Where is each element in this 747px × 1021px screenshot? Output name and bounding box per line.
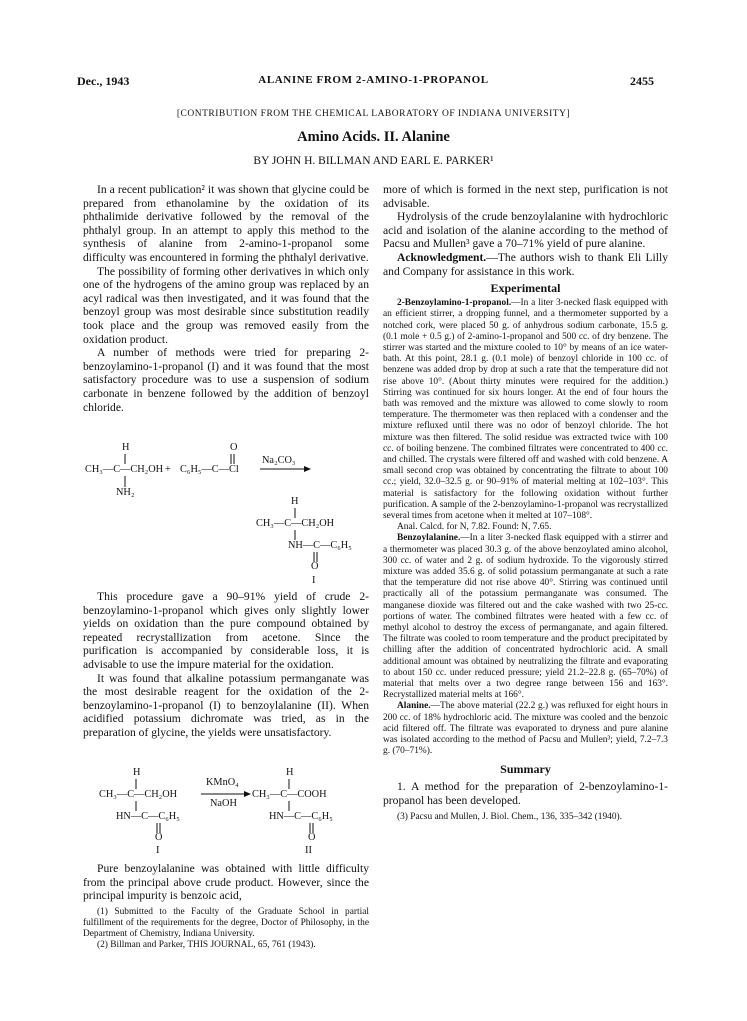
reagent-kmno4: KMnO₄ bbox=[206, 777, 239, 788]
page-number: 2455 bbox=[630, 74, 654, 88]
product-h: H bbox=[291, 496, 299, 507]
intro-paragraph: In a recent publication² it was shown that glycine could be prepared from ethanolamine by the oxidation of its phthalimide derivative followed by the removal of the phthalyl group. In an attempt to apply this method to the synthesis of alanine from 2-amino-1-propanol some difficulty was encountered in forming the phthalyl derivative. bbox=[83, 183, 369, 264]
summary-item-1: 1. A method for the preparation of 2-benzoylamino-1-propanol has been developed. bbox=[383, 780, 668, 808]
product2-backbone: CH₃—C—COOH bbox=[252, 789, 327, 800]
step-3-text: —The above material (22.2 g.) was refluxed for eight hours in 200 cc. of 18% hydrochloric acid. The mixture was cooled and the benzoic acid filtered off. The filtrate was evaporated to dryness and pure alanine was isolated according to the method of Pacsu and Mullen³; yield, 7.2–7.3 g. (70–71%). bbox=[383, 701, 668, 757]
compound-label-i: I bbox=[312, 575, 316, 586]
contribution-line: [CONTRIBUTION FROM THE CHEMICAL LABORATORY OF INDIANA UNIVERSITY] bbox=[176, 109, 571, 119]
reagent-na2co3: Na₂CO₃ bbox=[262, 455, 296, 466]
oxidation-paragraph: It was found that alkaline potassium permanganate was the most desirable reagent for the oxidation of the 2-benzoylamino-1-propanol (I) to benzoylalanine (II). When acidified potassium dichromate was tried, as in the preparation of glycine, the yields were unsatisfactory. bbox=[83, 671, 369, 739]
plus-sign: + bbox=[165, 464, 171, 475]
reactant2-h: H bbox=[133, 767, 141, 778]
product2-h: H bbox=[286, 767, 294, 778]
footnote-2: (2) Billman and Parker, THIS JOURNAL, 65, 761 (1943). bbox=[97, 940, 316, 951]
product-o: O bbox=[311, 561, 319, 572]
reactant-nh2: NH₂ bbox=[116, 487, 135, 498]
experimental-step-1 bbox=[383, 298, 668, 522]
left-column-bottom bbox=[83, 862, 369, 952]
derivative-paragraph: The possibility of forming other derivatives in which only one of the hydrogens of the amino group was replaced by an acyl radical was then investigated, and it was found that the benzoyl group was most desirable since substitution readily took place and the group was removed easily from the oxidation product. bbox=[83, 264, 369, 346]
step-1-text: —In a liter 3-necked flask equipped with an efficient stirrer, a dropping funnel, and a thermometer supported by a notched cork, were placed 50 g. of anhydrous sodium carbonate, 15.5 g. (0.1 mole + 0.5 g.) of 2-amino-1-propanol and 500 cc. of dry benzene. The stirrer was started and the mixture cooled to 10° by means of an ice water-bath. At this point, 28.1 g. (0.1 mole) of benzoyl chloride in 100 cc. of benzene was added drop by drop at such a rate that the temperature did not rise above 10°. (About thirty minutes were required for the addition.) Stirring was continued for six hours longer. At the end of four hours the bath was removed and the mixture was allowed to come slowly to room temperature. The thermometer was then replaced with a condenser and the mixture refluxed until there was no odor of benzoyl chloride. The hot mixture was then filtered. The solid residue was extracted twice with 100 cc. of boiling benzene. The combined filtrates were concentrated to 400 cc. and chilled. The crystals were filtered off and washed with cold benzene. A small second crop was obtained by concentrating the filtrate to about 100 cc.; yield, 32.0–32.5 g. or 90–91% of material melting at 102–103°. This material is satisfactory for the following oxidation without further purification. A sample of the 2-benzoylamino-1-propanol was recrystallized several times from acetone when it melted at 107–108°. bbox=[383, 298, 668, 522]
footnote-1: (1) Submitted to the Faculty of the Graduate School in partial fulfillment of the requirements for the degree, Doctor of Philosophy, in the Department of Chemistry, Indiana University. bbox=[83, 906, 369, 940]
reactant-h: H bbox=[122, 442, 130, 453]
reagent-naoh: NaOH bbox=[210, 798, 237, 809]
step-1-label: 2-Benzoylamino-1-propanol. bbox=[397, 298, 512, 309]
reactant2-o: O bbox=[155, 832, 163, 843]
experimental-step-3 bbox=[383, 701, 668, 757]
article-title: Amino Acids. II. Alanine bbox=[297, 129, 450, 145]
header-date: Dec., 1943 bbox=[77, 74, 130, 88]
footnote-3: (3) Pacsu and Mullen, J. Biol. Chem., 136, 335–342 (1940). bbox=[397, 811, 622, 822]
compound-label-i-2: I bbox=[156, 845, 160, 856]
reactant2-backbone: CH₃—C—CH₂OH bbox=[99, 789, 178, 800]
reactant-o: O bbox=[230, 442, 238, 453]
product-backbone: CH₃—C—CH₂OH bbox=[256, 518, 335, 529]
product-amide: NH—C—C₆H₅ bbox=[288, 540, 352, 551]
experimental-heading: Experimental bbox=[490, 281, 561, 296]
analysis-line: Anal. Calcd. for N, 7.82. Found: N, 7.65. bbox=[397, 522, 552, 533]
reactant-aminopropanol: CH₃—C—CH₂OH bbox=[85, 464, 164, 475]
purification-paragraph: Pure benzoylalanine was obtained with little difficulty from the principal above crude product. However, since the principal impurity is benzoic acid, bbox=[83, 862, 369, 903]
acknowledgment-label: Acknowledgment. bbox=[397, 250, 487, 264]
reactant2-amide: HN—C—C₆H₅ bbox=[116, 811, 180, 822]
reactant-benzoyl-chloride: C₆H₅—C—Cl bbox=[180, 464, 239, 475]
step-3-label: Alanine. bbox=[397, 701, 431, 712]
yield-paragraph: This procedure gave a 90–91% yield of crude 2-benzoylamino-1-propanol which gives only slightly lower yields on oxidation than the pure compound obtained by repeated recrystallization from acetone. Since the purification is accompanied by considerable loss, it is advisable to use the impure material for the oxidation. bbox=[83, 590, 369, 671]
summary-heading: Summary bbox=[500, 762, 551, 777]
acknowledgment-text: —The authors wish to thank Eli Lilly and Company for assistance in this work. bbox=[383, 250, 668, 278]
methods-paragraph: A number of methods were tried for preparing 2-benzoylamino-1-propanol (I) and it was found that the most satisfactory procedure was to use a suspension of sodium carbonate in benzene followed by the addition of benzoyl chloride. bbox=[83, 346, 369, 414]
product2-o: O bbox=[308, 832, 316, 843]
product2-amide: HN—C—C₆H₅ bbox=[269, 811, 333, 822]
experimental-step-2 bbox=[383, 533, 668, 701]
acknowledgment-paragraph bbox=[383, 251, 668, 278]
step-2-label: Benzoylalanine. bbox=[397, 533, 461, 544]
compound-label-ii: II bbox=[305, 845, 312, 856]
right-column bbox=[383, 183, 668, 823]
step-2-text: —In a liter 3-necked flask equipped with a stirrer and a thermometer was placed 30.3 g. of the above benzoylated amino alcohol, 300 cc. of water and 2 g. of sodium hydroxide. To the vigorously stirred mixture was added 35.6 g. of solid potassium permanganate at such a rate that the temperature did not rise above 40°. Stirring was continued until practically all of the potassium permanganate was consumed. The manganese dioxide was filtered out and the cake washed with two 25-cc. portions of water. The combined filtrates were heated with a few cc. of methyl alcohol to destroy the excess of permanganate, and again filtered. The filtrate was cooled to room temperature and the product precipitated by chilling after the addition of concentrated hydrochloric acid. A small additional amount was obtained by neutralizing the filtrate and evaporating to about 150 cc. under reduced pressure; yield 21.2–22.8 g. (65–70%) of material that melts over a two degree range between 156 and 163°. Recrystallized material melts at 166°. bbox=[383, 533, 668, 701]
byline: BY JOHN H. BILLMAN AND EARL E. PARKER¹ bbox=[253, 155, 494, 167]
continuation-paragraph: more of which is formed in the next step, purification is not advisable. bbox=[383, 183, 668, 210]
hydrolysis-paragraph: Hydrolysis of the crude benzoylalanine with hydrochloric acid and isolation of the alanine according to the method of Pacsu and Mullen³ gave a 70–71% yield of pure alanine. bbox=[383, 210, 668, 251]
running-title: ALANINE FROM 2-AMINO-1-PROPANOL bbox=[258, 74, 489, 86]
